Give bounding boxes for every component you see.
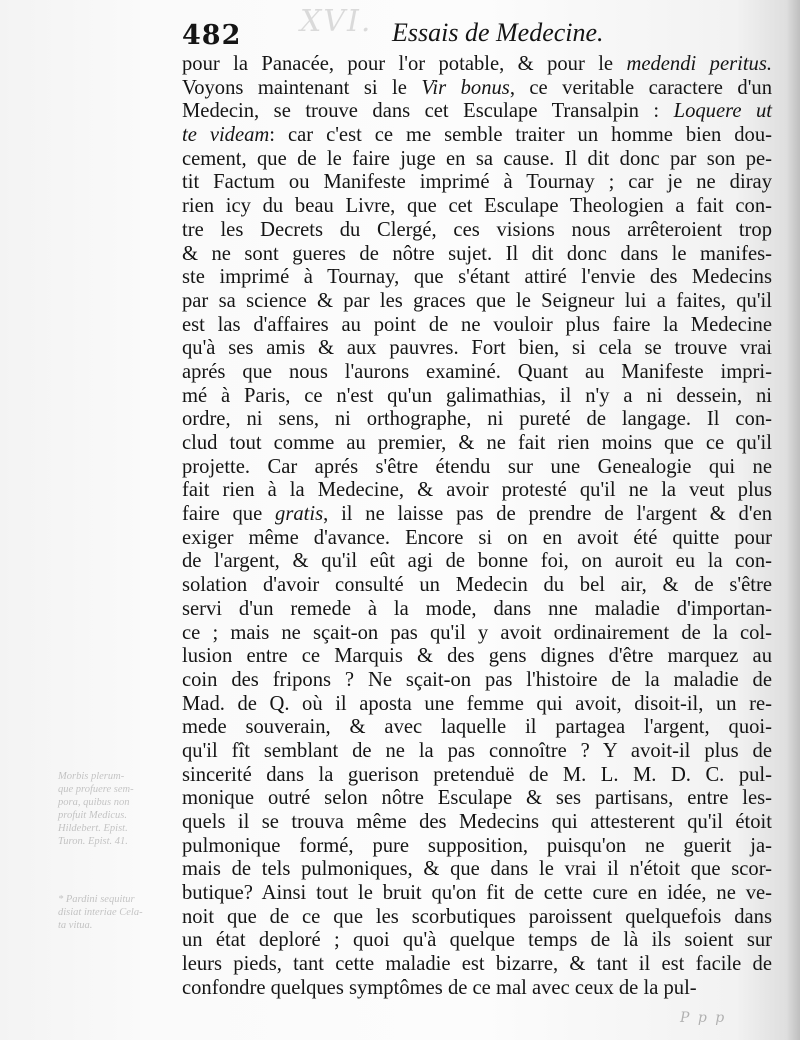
text-line [182, 906, 772, 930]
italic-phrase: medendi peritus. [626, 53, 772, 75]
text-segment: fait rien à la Medecine, & avoir protesté qu'il ne la veut plus [182, 479, 772, 502]
text-segment: pour la Panacée, pour l'or potable, & pour le [182, 53, 627, 75]
text-segment: projette. Car aprés s'être étendu sur une Genealogie qui ne [182, 455, 772, 478]
margin-note-line: * Pardini sequitur [58, 894, 135, 905]
text-line [182, 764, 772, 788]
text-segment: ce ; mais ne sçait-on pas qu'il y avoit ordinairement de la col- [182, 621, 772, 644]
text-segment: rien icy du beau Livre, que cet Esculape Theologien a fait con- [182, 195, 772, 218]
text-line [182, 479, 772, 503]
text-segment: & ne sont gueres de nôtre sujet. Il dit donc dans le manifes- [182, 242, 772, 265]
page-header [182, 14, 770, 54]
text-segment: , ce veritable caractere d'un [509, 76, 772, 99]
text-line [182, 716, 772, 740]
text-segment: noit que de ce que les scorbutiques paroissent quelquefois dans [182, 905, 772, 928]
text-segment: mais de tels pulmoniques, & que dans le vrai il n'étoit que scor- [182, 858, 772, 881]
text-segment: Voyons maintenant si le [182, 76, 422, 99]
text-line [182, 527, 772, 551]
margin-note-faded [58, 770, 168, 848]
text-line [182, 977, 772, 1001]
text-line [182, 740, 772, 764]
text-line [182, 669, 772, 693]
text-line [182, 77, 772, 101]
text-segment: qu'à ses amis & aux pauvres. Fort bien, si cela se trouve vrai [182, 337, 772, 360]
text-line [182, 953, 772, 977]
bleed-through-text: XVI. [300, 4, 373, 39]
text-line [182, 456, 772, 480]
margin-note-line: Hildebert. Epist. [58, 823, 128, 834]
italic-phrase: Loquere ut [673, 100, 772, 123]
text-segment: tit Factum ou Manifeste imprimé à Tournay ; car je ne diray [182, 171, 772, 194]
margin-note-line: que profuere sem- [58, 784, 134, 795]
text-line [182, 100, 772, 124]
text-line [182, 787, 772, 811]
margin-note-line: Turon. Epist. 41. [58, 836, 128, 847]
text-segment: faire que [182, 503, 276, 526]
text-line [182, 574, 772, 598]
text-segment: aprés que nous l'aurons examiné. Quant au Manifeste impri- [182, 360, 772, 383]
margin-note-line: ta vitua. [58, 920, 93, 931]
text-line [182, 858, 772, 882]
text-line [182, 550, 772, 574]
text-segment: sincerité dans la guerison pretenduë de M. L. M. D. C. pul- [182, 763, 772, 786]
margin-note-line: pora, quibus non [58, 797, 130, 808]
italic-phrase: te videam [182, 124, 270, 147]
text-segment: confondre quelques symptômes de ce mal avec ceux de la pul- [182, 976, 697, 999]
text-segment: est las d'affaires au point de ne vouloir plus faire la Medecine [182, 313, 772, 336]
page-edge-shadow [786, 0, 800, 1040]
text-line [182, 314, 772, 338]
text-line [182, 361, 772, 385]
text-line [182, 266, 772, 290]
text-line [182, 432, 772, 456]
text-segment: exiger même d'avance. Encore si on en avoit été quitte pour [182, 526, 772, 549]
page-number: 482 [182, 20, 242, 51]
margin-note-line: profuit Medicus. [58, 810, 128, 821]
text-segment: de l'argent, & qu'il eût agi de bonne foi, on auroit eu la con- [182, 550, 772, 573]
text-line [182, 385, 772, 409]
text-line [182, 408, 772, 432]
text-segment: clud tout comme au premier, & ne fait rien moins que ce qu'il [182, 432, 772, 454]
text-line [182, 693, 772, 717]
text-line [182, 219, 772, 243]
text-segment: un état deploré ; quoi qu'à quelque temps de là ils soient sur [182, 929, 772, 952]
italic-phrase: Vir bonus [421, 76, 510, 99]
text-segment: mé à Paris, ce n'est qu'un galimathias, il n'y a ni dessein, ni [182, 384, 772, 407]
text-segment: , il ne laisse pas de prendre de l'argent & d'en [323, 503, 773, 526]
text-line [182, 622, 772, 646]
body-text [182, 53, 772, 1001]
text-segment: ste imprimé à Tournay, que s'étant attiré l'envie des Medecins [182, 266, 772, 289]
text-line [182, 811, 772, 835]
text-segment: Medecin, se trouve dans cet Esculape Transalpin : [182, 100, 674, 123]
text-segment: servi d'un remede à la mode, dans nne maladie d'importan- [182, 597, 772, 620]
signature-mark: P p p [680, 1010, 727, 1026]
text-line [182, 124, 772, 148]
margin-note-line: Morbis plerum- [58, 771, 125, 782]
text-line [182, 243, 772, 267]
text-line [182, 290, 772, 314]
text-segment: qu'il fît semblant de ne la pas connoître ? Y avoit-il plus de [182, 739, 772, 762]
text-segment: cement, que de le faire juge en sa cause. Il dit donc par son pe- [182, 147, 772, 170]
text-line [182, 645, 772, 669]
text-segment: butique? Ainsi tout le bruit qu'on fit de cette cure en idée, ne ve- [182, 882, 772, 905]
text-line [182, 882, 772, 906]
text-segment: : car c'est ce me semble traiter un homme bien dou- [269, 124, 772, 147]
text-segment: Mad. de Q. où il aposta une femme qui avoit, disoit-il, un re- [182, 692, 772, 715]
text-segment: mede souverain, & avec laquelle il partagea l'argent, quoi- [182, 716, 772, 739]
text-segment: lusion entre ce Marquis & des gens dignes d'être marquez au [182, 645, 772, 668]
text-segment: monique outré selon nôtre Esculape & ses partisans, entre les- [182, 787, 772, 810]
text-line [182, 598, 772, 622]
margin-note-faded-2 [58, 893, 168, 932]
text-segment: leurs pieds, tant cette maladie est bizarre, & tant il est facile de [182, 953, 772, 976]
text-line [182, 503, 772, 527]
text-segment: solation d'avoir consulté un Medecin du bel air, & de s'être [182, 574, 772, 597]
text-segment: tre les Decrets du Clergé, ces visions nous arrêteroient trop [182, 218, 772, 241]
text-segment: par sa science & par les graces que le Seigneur lui a faites, qu'il [182, 289, 772, 312]
running-head: Essais de Medecine. [392, 18, 604, 47]
text-line [182, 53, 772, 77]
text-segment: coin des fripons ? Ne sçait-on pas l'histoire de la maladie de [182, 668, 772, 691]
text-segment: quels il se trouva même des Medecins qui attesterent qu'il étoit [182, 811, 772, 833]
text-segment: pulmonique formé, pure supposition, puisqu'on ne guerit ja- [182, 834, 772, 857]
text-line [182, 148, 772, 172]
text-line [182, 171, 772, 195]
text-line [182, 195, 772, 219]
margin-note-line: disiat interiae Cela- [58, 907, 143, 918]
italic-phrase: gratis [275, 503, 324, 526]
text-line [182, 929, 772, 953]
text-line [182, 835, 772, 859]
text-line [182, 337, 772, 361]
text-segment: ordre, ni sens, ni orthographe, ni pureté de langage. Il con- [182, 408, 772, 431]
